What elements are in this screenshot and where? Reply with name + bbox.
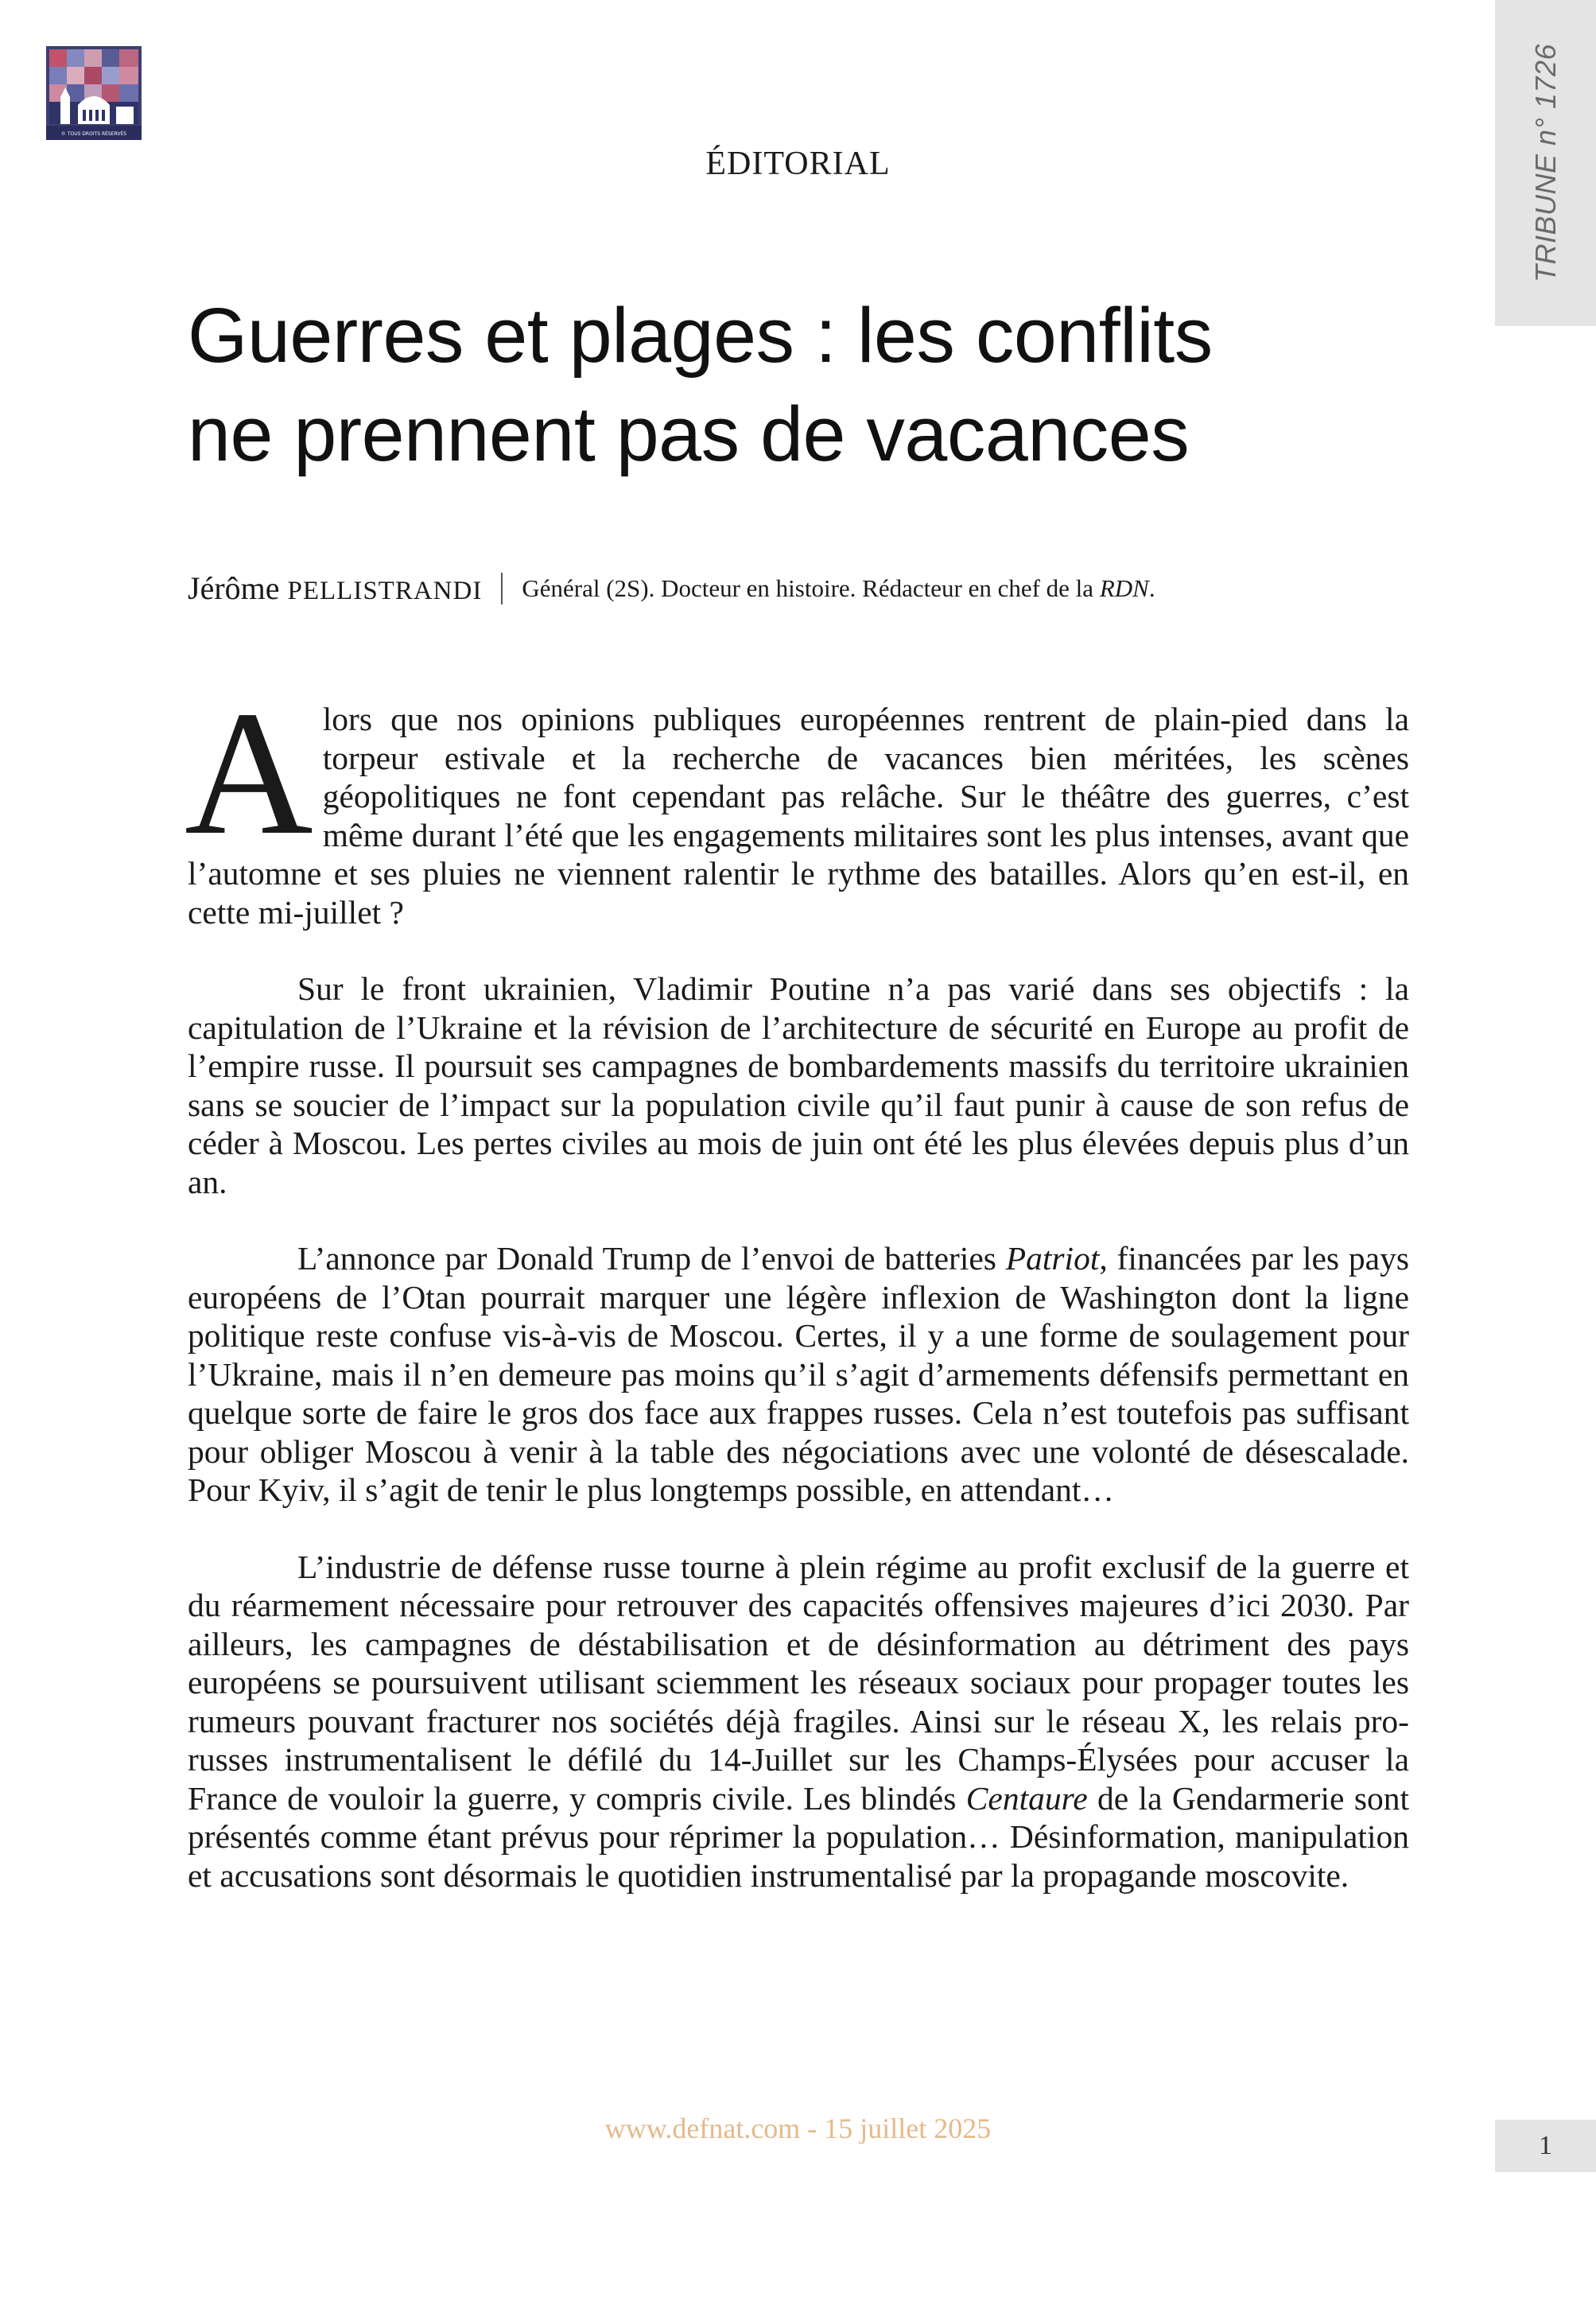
footer-url-date: www.defnat.com - 15 juillet 2025: [604, 2112, 992, 2144]
paragraph-1: [184, 674, 1409, 931]
author-role-publication: RDN: [1099, 573, 1149, 602]
article-title: [188, 286, 1428, 484]
section-label: ÉDITORIAL: [705, 146, 891, 182]
paragraph-1-text: lors que nos opinions publiques européennes rentrent de plain-pied dans la torpeur estivale et la recherche de vacances bien méritées, les scènes géopolitiques ne font cependant pas relâche. Sur le théâtre des guerres, c’est même durant l’été que les engagements militaires sont les plus intenses, avant que l’automne et ses pluies ne viennent ralentir le rythme des batailles. Alors qu’en est-il, en cette mi-juillet ?: [188, 701, 1409, 931]
author-role: [522, 574, 1155, 603]
author-last-name: PELLISTRANDI: [287, 577, 483, 605]
byline: [188, 569, 1155, 607]
author-role-text: Général (2S). Docteur en histoire. Rédacteur en chef de la: [522, 573, 1100, 602]
paragraph-3-italic: Patriot: [1005, 1240, 1100, 1277]
page-number: 1: [1495, 2120, 1596, 2172]
paragraph-4-text-a: L’industrie de défense russe tourne à plein régime au profit exclusif de la guerre et du réarmement nécessaire pour retrouver des capacités offensives majeures d’ici 2030. Par ailleurs, les campagnes de déstabilisation et de désinformation au détriment des pays européens se poursuivent utilisant sciemment les réseaux sociaux pour propager toutes les rumeurs pouvant fracturer nos sociétés déjà fragiles. Ainsi sur le réseau X, les relais pro-russes instrumentalisent le défilé du 14-Juillet sur les Champs-Élysées pour accuser la France de vouloir la guerre, y compris civile. Les blindés: [188, 1548, 1409, 1817]
rdn-logo-icon: [46, 46, 142, 140]
paragraph-4: [188, 1548, 1409, 1895]
byline-separator: [501, 573, 503, 604]
paragraph-3-text-a: L’annonce par Donald Trump de l’envoi de batteries: [297, 1240, 1006, 1277]
title-line-1: Guerres et plages : les conflits: [188, 292, 1213, 379]
paragraph-3-text-b: , financées par les pays européens de l’Otan pourrait marquer une légère inflexion de Washington dont la ligne politique reste confuse vis-à-vis de Moscou. Certes, il y a une forme de soulagement pour l’Ukraine, mais il n’en demeure pas moins qu’il s’agit d’armements défensifs permettant en quelque sorte de faire le gros dos face aux frappes russes. Cela n’est toutefois pas suffisant pour obliger Moscou à venir à la table des négociations avec une volonté de désescalade. Pour Kyiv, il s’agit de tenir le plus longtemps possible, en attendant…: [188, 1240, 1409, 1508]
author-name: [188, 569, 482, 607]
tribune-number: TRIBUNE n° 1726: [1528, 43, 1562, 283]
rdn-logo: [46, 46, 142, 140]
author-role-end: .: [1148, 573, 1155, 602]
logo-caption: © TOUS DROITS RÉSERVÉS: [60, 131, 127, 137]
paragraph-2: Sur le front ukrainien, Vladimir Poutine n’a pas varié dans ses objectifs : la capitulation de l’Ukraine et la révision de l’architecture de sécurité en Europe au profit de l’empire russe. Il poursuit ses campagnes de bombardements massifs du territoire ukrainien sans se soucier de l’impact sur la population civile qu’il faut punir à cause de son refus de céder à Moscou. Les pertes civiles au mois de juin ont été les plus élevées depuis plus d’un an.: [188, 970, 1409, 1200]
article-body: [184, 674, 1409, 1933]
title-line-2: ne prennent pas de vacances: [188, 391, 1190, 477]
paragraph-3: [188, 1239, 1409, 1510]
drop-cap: A: [184, 674, 313, 872]
author-first-name: Jérôme: [188, 570, 280, 606]
paragraph-4-text-b: de la Gendarmerie sont présentés comme étant prévus pour réprimer la population… Désinformation, manipulation et accusations sont désormais le quotidien instrumentalisé par la propagande moscovite.: [188, 1779, 1409, 1894]
paragraph-4-italic: Centaure: [965, 1779, 1088, 1817]
